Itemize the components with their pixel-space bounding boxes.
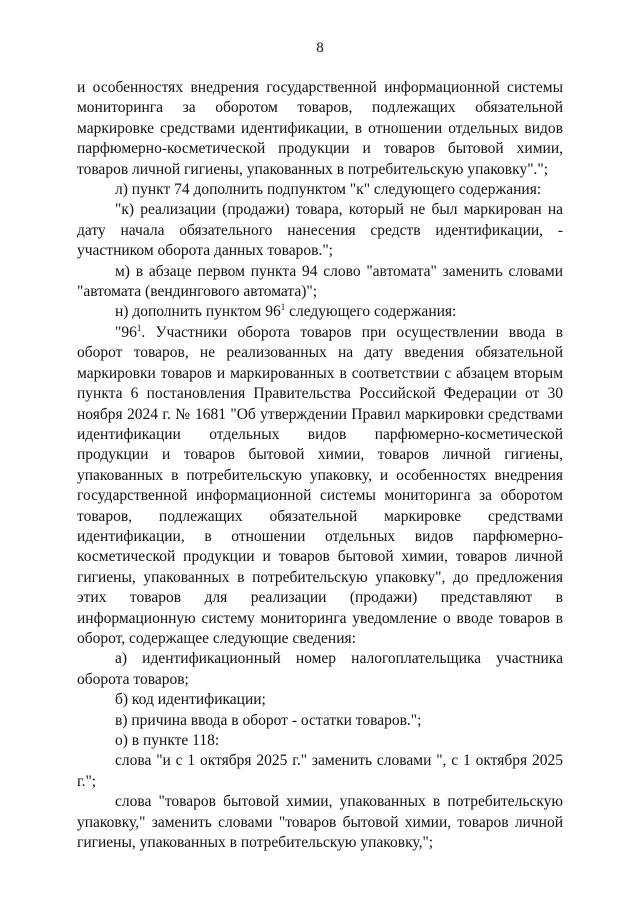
document-body [77,78,563,853]
paragraph-subitem-k: "к) реализации (продажи) товара, который не был маркирован на дату начала обязательного нанесения средств идентификации, - участником оборота данных товаров."; [77,201,563,260]
paragraph-replace-words-2: слова "товаров бытовой химии, упакованных в потребительскую упаковку," заменить словами "товаров бытовой химии, товаров личной гигиены, упакованных в потребительскую упаковку,"; [77,793,563,852]
paragraph-item-n [77,302,563,322]
paragraph-point-96-1-text-before: "96 [115,323,137,341]
paragraph-item-o: о) в пункте 118: [115,732,220,749]
paragraph-item-n-text-after: следующего содержания: [285,303,457,321]
paragraph-item-n-superscript: 1 [280,302,286,313]
paragraph-subitem-b: б) код идентификации; [115,691,266,709]
paragraph-continuation: и особенностях внедрения государственной информационной системы мониторинга за оборотом товаров, подлежащих обязательной маркировке средствами идентификации, в отношении отдельных видов парфюмерно-косметической продукции и товаров бытовой химии, товаров личной гигиены, упакованных в потребительскую упаковку"."; [77,79,563,178]
paragraph-item-m: м) в абзаце первом пункта 94 слово "автомата" заменить словами "автомата (вендингового автомата)"; [77,262,563,301]
page-number: 8 [316,40,324,56]
paragraph-item-n-text-before: н) дополнить пунктом 96 [115,303,281,321]
paragraph-subitem-a: а) идентификационный номер налогоплательщика участника оборота товаров; [77,650,563,688]
paragraph-point-96-1-text-after: . Участники оборота товаров при осуществлении ввода в оборот товаров, не реализованных на дату введения обязательной маркировки товаров и маркированных в соответствии с абзацем вторым пункта 6 постановления Правительства Российской Федерации от 30 ноября 2024 г. № 1681 "Об утверждении Правил маркировки средствами идентификации отдельных видов парфюмерно-косметической продукции и товаров бытовой химии, товаров личной гигиены, упакованных в потребительскую упаковку, и особенностях внедрения государственной информационной системы мониторинга за оборотом товаров, подлежащих обязательной маркировке средствами идентификации, в отношении отдельных видов парфюмерно-косметической продукции и товаров бытовой химии, товаров личной гигиены, упакованных в потребительскую упаковку", до предложения этих товаров для реализации (продажи) представляют в информационную систему мониторинга уведомление о вводе товаров в оборот, содержащее следующие сведения: [77,323,563,647]
paragraph-subitem-v: в) причина ввода в оборот - остатки товаров."; [115,711,422,729]
paragraph-item-l: л) пункт 74 дополнить подпунктом "к" следующего содержания: [115,181,542,199]
paragraph-point-96-1-superscript: 1 [136,322,142,333]
paragraph-point-96-1 [77,323,563,650]
paragraph-replace-words-1: слова "и с 1 октября 2025 г." заменить словами ", с 1 октября 2025 г."; [77,752,563,790]
